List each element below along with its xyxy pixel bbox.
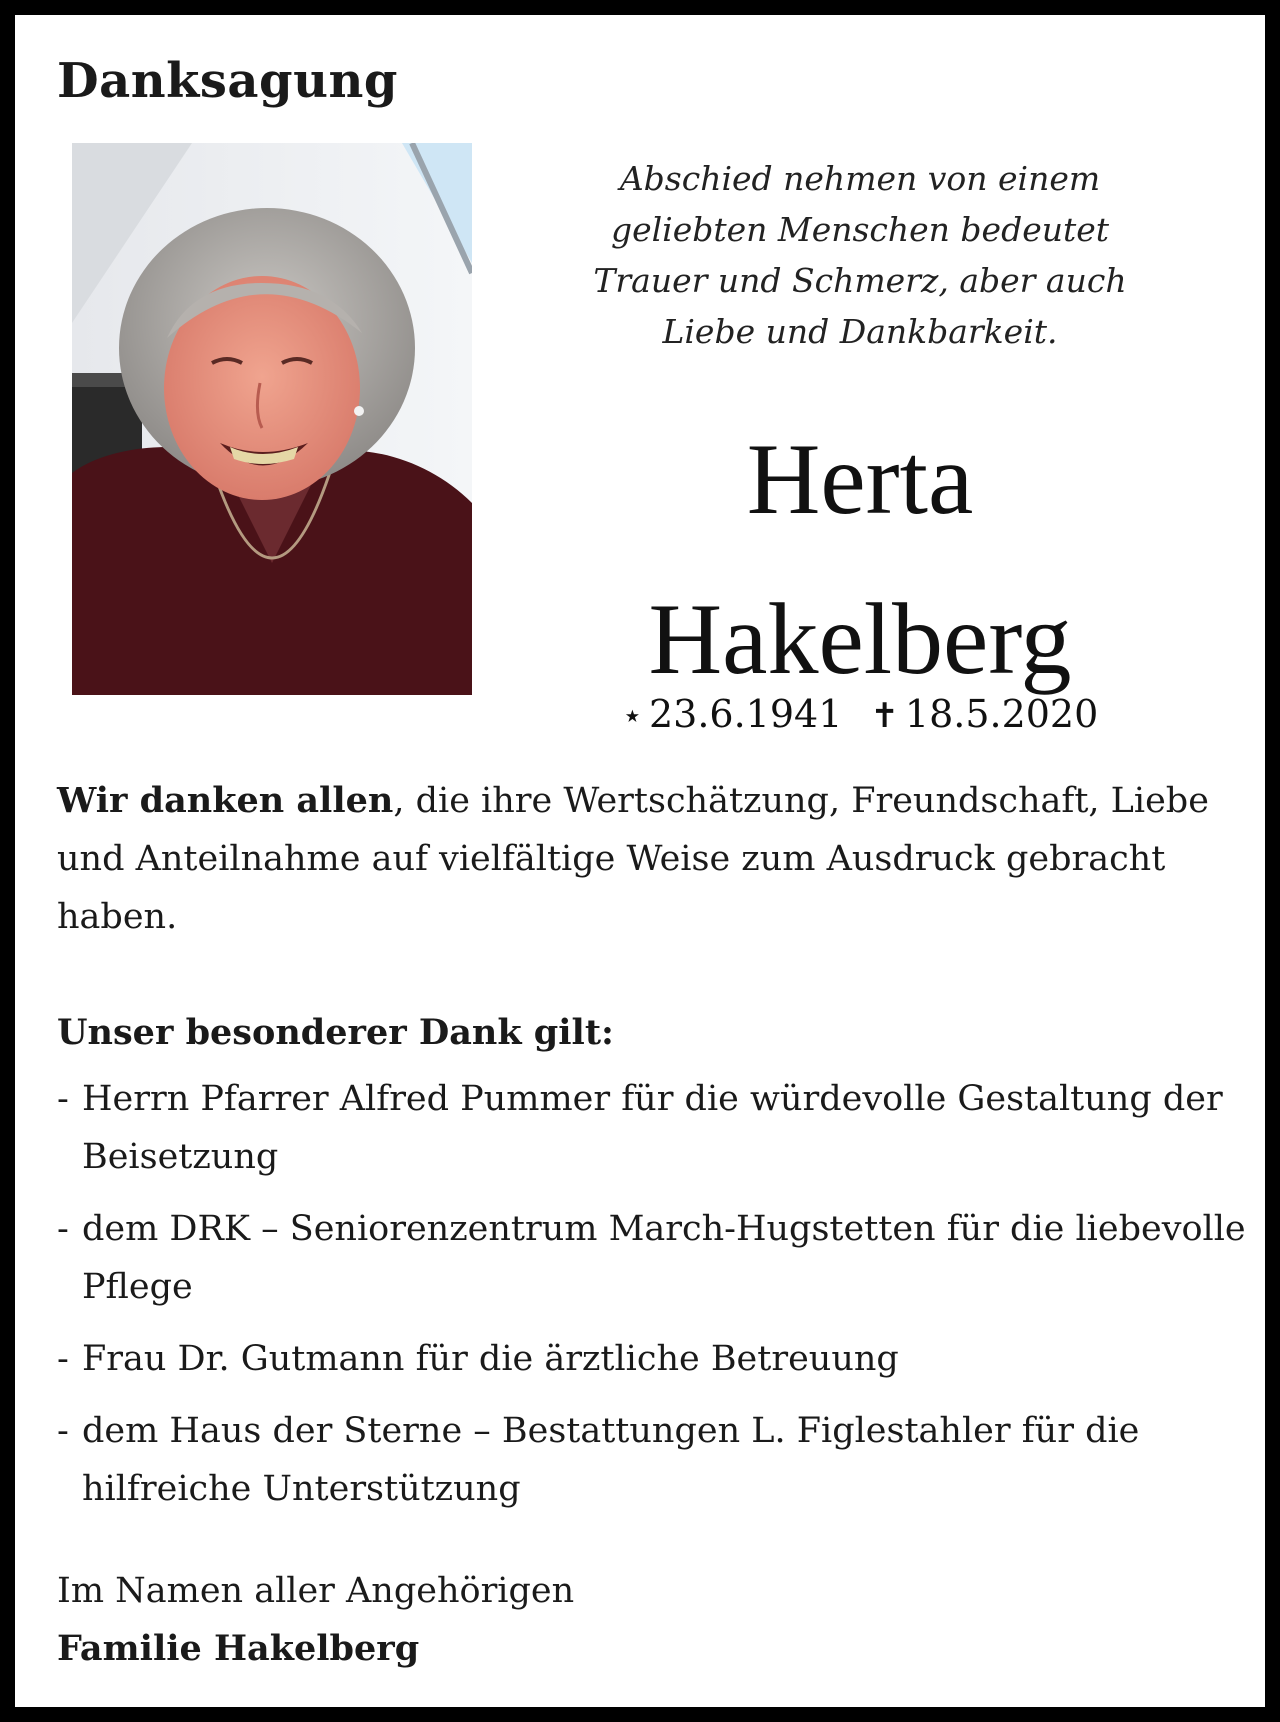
quote-line: Trauer und Schmerz, aber auch (593, 261, 1127, 300)
quote-line: Abschied nehmen von einem (619, 159, 1101, 198)
closing-line: Im Namen aller Angehörigen (57, 1571, 575, 1611)
list-item: - dem DRK – Seniorenzentrum March-Hugstetten für die liebevolle Pflege (57, 1200, 1272, 1316)
first-name: Herta (746, 423, 974, 536)
farewell-quote (535, 153, 1185, 357)
birth-date: 23.6.1941 (648, 692, 843, 736)
list-item: - dem Haus der Sterne – Bestattungen L. Figlestahler für die hilfreiche Unterstützung (57, 1402, 1272, 1518)
family-signature: Familie Hakelberg (57, 1628, 420, 1669)
intro-paragraph (57, 772, 1272, 946)
quote-line: Liebe und Dankbarkeit. (662, 312, 1058, 351)
list-item: - Frau Dr. Gutmann für die ärztliche Betreuung (57, 1330, 1272, 1388)
thanks-text (57, 772, 1272, 1678)
cross-icon: ✝ (870, 696, 899, 736)
life-dates (535, 687, 1185, 743)
intro-bold: Wir danken allen (57, 780, 394, 821)
intro-rest: , die ihre Wertschätzung, Freundschaft, Liebe und Anteilnahme auf vielfältige Weise zum Ausdruck gebracht haben. (57, 781, 1209, 937)
star-icon: ⋆ (621, 696, 643, 736)
page-title: Danksagung (57, 53, 398, 109)
portrait-photo (72, 143, 472, 695)
deceased-name (535, 400, 1185, 720)
special-thanks-list (57, 1070, 1272, 1518)
death-date: 18.5.2020 (904, 692, 1099, 736)
list-item: - Herrn Pfarrer Alfred Pummer für die würdevolle Gestaltung der Beisetzung (57, 1070, 1272, 1186)
last-name: Hakelberg (648, 583, 1072, 696)
quote-line: geliebten Menschen bedeutet (610, 210, 1110, 249)
special-thanks-title: Unser besonderer Dank gilt: (57, 1012, 614, 1053)
portrait-illustration (72, 143, 472, 695)
